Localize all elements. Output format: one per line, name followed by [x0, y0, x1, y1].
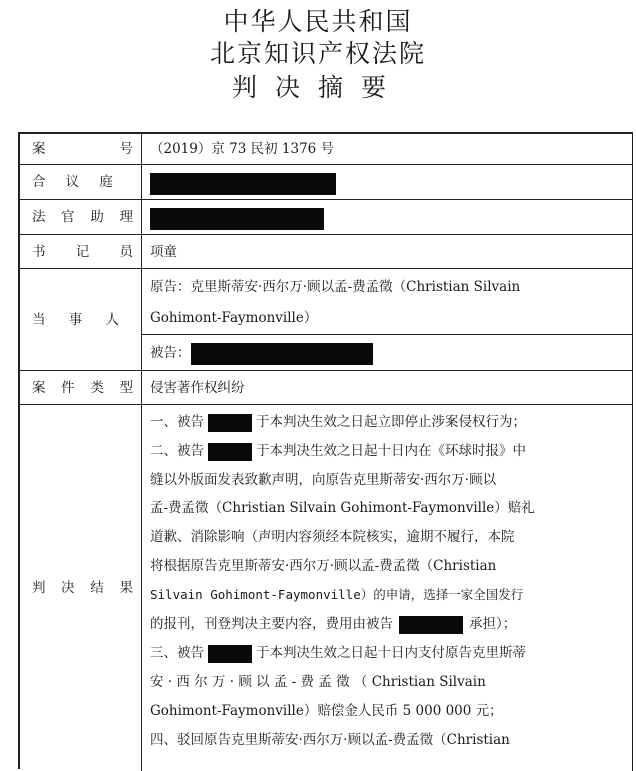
- plaintiff-line-2: Gohimont-Faymonville）: [150, 310, 318, 326]
- line-text: 二、被告: [150, 443, 204, 459]
- label-char: 决: [61, 580, 75, 596]
- line-text: 承担）；: [469, 616, 517, 632]
- plaintiff-line-1: 原告：克里斯蒂安·西尔万·顾以孟-费孟徵（Christian Silvain: [150, 279, 521, 295]
- redaction-bar: [399, 616, 463, 634]
- label-char: 案: [32, 379, 46, 396]
- label-char: 员: [119, 243, 133, 260]
- result-line: 将根据原告克里斯蒂安·西尔万·顾以孟-费孟徵（Christian: [150, 558, 497, 574]
- label-char: 议: [65, 173, 80, 190]
- result-line: 孟-费孟徵（Christian Silvain Gohimont-Faymonville）赔礼: [150, 500, 535, 516]
- label-char: 件: [61, 379, 75, 396]
- result-line: Gohimont-Faymonville）赔偿金人民币 5 000 000 元；: [150, 703, 503, 719]
- label-char: 类: [90, 379, 104, 396]
- redaction-bar: [208, 414, 252, 432]
- case-number-value: （2019）京 73 民初 1376 号: [142, 134, 633, 165]
- redaction-bar: [208, 645, 252, 663]
- result-line: 缝以外版面发表致歉声明，向原告克里斯蒂安·西尔万·顾以: [150, 472, 497, 488]
- court-title: 北京知识产权法院: [209, 39, 426, 68]
- label-char: 理: [119, 208, 133, 225]
- label-char: 结: [90, 580, 104, 596]
- redaction-bar: [150, 208, 324, 230]
- label-char: 事: [68, 311, 83, 328]
- plaintiff-cell: [142, 269, 633, 335]
- redaction-bar: [208, 443, 252, 461]
- label-char: 官: [61, 208, 75, 225]
- parties-label: [20, 269, 142, 371]
- case-type-label: [20, 371, 142, 405]
- clerk-value: 项童: [142, 235, 633, 269]
- collegial-panel-label: [20, 165, 142, 200]
- label-char: 号: [119, 141, 133, 157]
- judgment-result-label: [20, 405, 142, 771]
- label-char: 庭: [99, 173, 113, 190]
- redaction-bar: [191, 343, 373, 365]
- label-char: 果: [119, 580, 133, 596]
- label-char: 法: [32, 208, 46, 225]
- case-number-label: [20, 134, 142, 165]
- judgment-result-body: [142, 405, 633, 771]
- label-char: 型: [119, 379, 133, 396]
- clerk-label: [20, 235, 142, 269]
- result-line: 道歉、消除影响（声明内容须经本院核实，逾期不履行，本院: [150, 529, 515, 545]
- country-title: 中华人民共和国: [223, 7, 413, 36]
- result-line: [150, 609, 628, 639]
- label-char: 书: [32, 243, 46, 260]
- defendant-prefix: 被告：: [150, 345, 191, 361]
- label-char: 判: [32, 580, 46, 596]
- judge-assistant-value: [142, 200, 633, 235]
- line-text: 于本判决生效之日起十日内支付原告克里斯蒂: [256, 645, 526, 661]
- result-line: [150, 436, 628, 466]
- case-type-value: 侵害著作权纠纷: [142, 371, 633, 405]
- defendant-cell: [142, 335, 633, 371]
- result-line: Silvain Gohimont-Faymonville）的申请，选择一家全国发行: [150, 587, 524, 602]
- line-text: 于本判决生效之日起十日内在《环球时报》中: [256, 443, 526, 459]
- result-line: 安 · 西 尔 万 · 顾 以 孟 - 费 孟 徵 （ Christian Silvain: [150, 674, 486, 690]
- label-char: 当: [32, 311, 46, 328]
- judge-assistant-label: [20, 200, 142, 235]
- label-char: 人: [105, 311, 119, 328]
- result-line: 四、驳回原告克里斯蒂安·西尔万·顾以孟-费孟徵（Christian: [150, 732, 510, 748]
- collegial-panel-value: [142, 165, 633, 200]
- line-text: 三、被告: [150, 645, 204, 661]
- label-char: 案: [32, 141, 46, 157]
- judgment-summary-table: [18, 132, 633, 769]
- label-char: 合: [32, 173, 46, 190]
- redaction-bar: [150, 173, 336, 195]
- line-text: 于本判决生效之日起立即停止涉案侵权行为；: [256, 414, 526, 430]
- result-line: [150, 407, 628, 437]
- label-char: 助: [90, 208, 104, 225]
- line-text: 的报刊，刊登判决主要内容，费用由被告: [150, 616, 393, 632]
- line-text: 一、被告: [150, 414, 204, 430]
- result-line: [150, 638, 628, 668]
- document-title: 判决摘要: [231, 73, 404, 102]
- label-char: 记: [75, 243, 90, 260]
